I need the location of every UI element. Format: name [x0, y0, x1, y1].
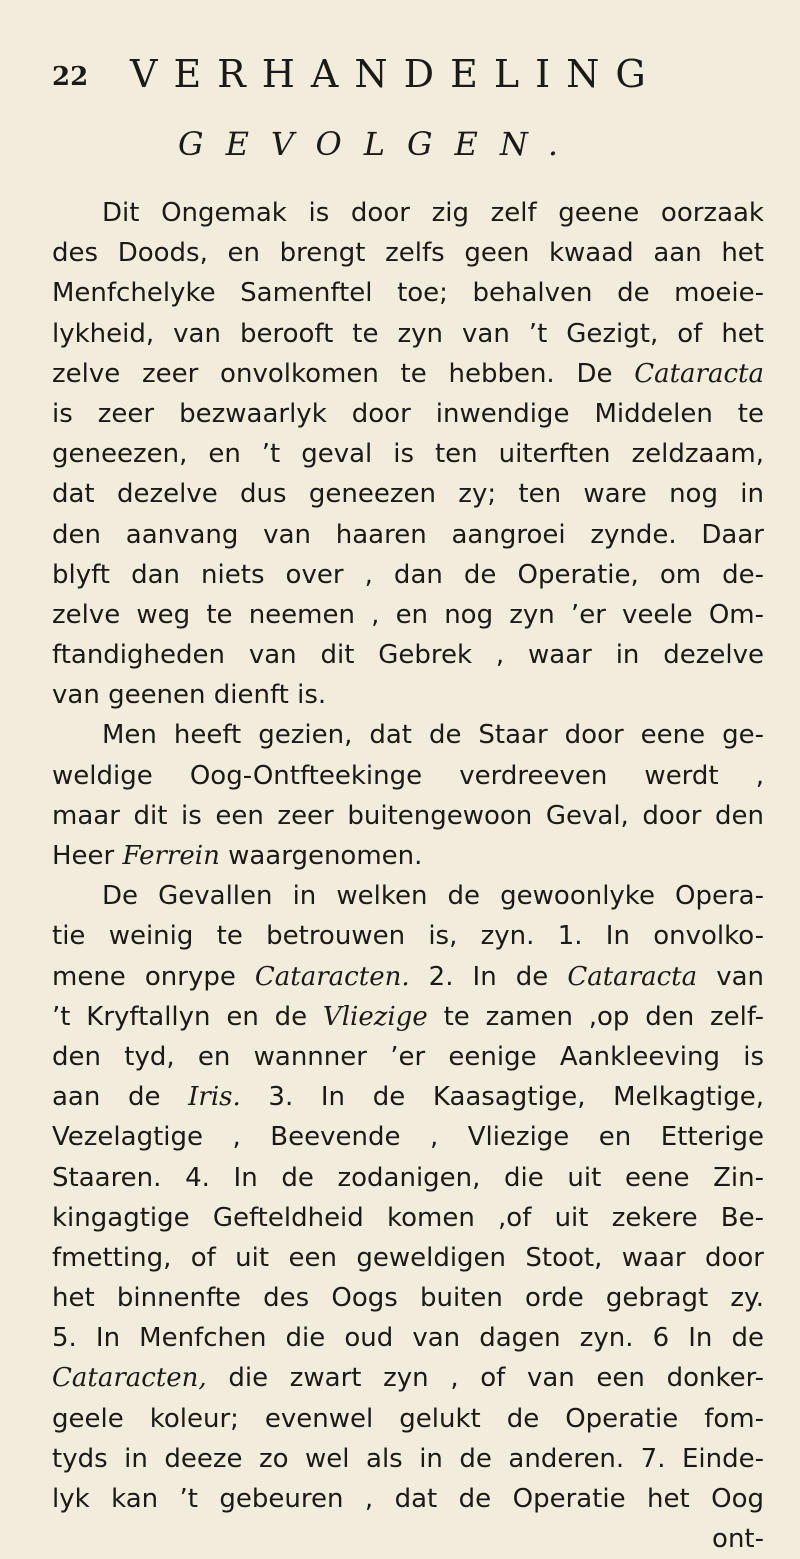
- text-run: zelve zeer onvolkomen te hebben. De: [52, 358, 635, 389]
- text-line: [52, 314, 764, 354]
- text-line: [52, 1198, 764, 1238]
- text-line: [52, 916, 764, 956]
- text-run: is zeer bezwaarlyk door inwendige Middelen te: [52, 398, 764, 429]
- text-line: [52, 957, 764, 997]
- text-run: 5. In Menfchen die oud van dagen zyn. 6 In de: [52, 1323, 764, 1354]
- page-number: 22: [52, 62, 89, 92]
- text-run: 3. In de Kaasagtige, Melkagtige,: [240, 1082, 764, 1113]
- text-run: ftandigheden van dit Gebrek , waar in dezelve: [52, 640, 764, 671]
- text-line: [52, 1358, 764, 1398]
- text-run: fmetting, of uit een geweldigen Stoot, waar door: [52, 1242, 764, 1273]
- text-run: tie weinig te betrouwen is, zyn. 1. In onvolko-: [52, 921, 764, 952]
- text-run: maar dit is een zeer buitengewoon Geval, door den: [52, 800, 764, 831]
- text-run: den tyd, en wannner ’er eenige Aankleeving is: [52, 1041, 764, 1072]
- text-line: [52, 997, 764, 1037]
- text-line: [52, 394, 764, 434]
- text-run: te zamen ,op den zelf-: [427, 1001, 764, 1032]
- text-run: tyds in deeze zo wel als in de anderen. 7. Einde-: [52, 1443, 764, 1474]
- text-line: [52, 595, 764, 635]
- text-line: [52, 233, 764, 273]
- text-line: [52, 1158, 764, 1198]
- text-run: geneezen, en ’t geval is ten uiterften zeldzaam,: [52, 439, 764, 470]
- text-run: den aanvang van haaren aangroei zynde. Daar: [52, 519, 764, 550]
- text-line: [52, 876, 764, 916]
- text-line: [52, 796, 764, 836]
- text-run: lykheid, van berooft te zyn van ’t Gezigt, of het: [52, 318, 764, 349]
- italic-term: Vliezige: [322, 1001, 428, 1032]
- text-run: dat dezelve dus geneezen zy; ten ware nog in: [52, 479, 764, 510]
- text-line: [52, 474, 764, 514]
- text-line: [52, 635, 764, 675]
- text-line: [52, 555, 764, 595]
- text-line: [52, 193, 764, 233]
- text-line: [52, 354, 764, 394]
- catchword: [52, 1519, 764, 1559]
- text-run: waargenomen.: [219, 841, 423, 871]
- text-run: van: [697, 961, 765, 992]
- italic-term: Iris.: [188, 1082, 241, 1113]
- text-run: Dit Ongemak is door zig zelf geene oorzaak: [102, 198, 764, 228]
- text-run: het binnenfte des Oogs buiten orde gebragt zy.: [52, 1283, 764, 1314]
- text-run: De Gevallen in welken de gewoonlyke Opera-: [102, 881, 764, 912]
- text-line: [52, 1077, 764, 1117]
- text-line: [52, 1037, 764, 1077]
- running-title: VERHANDELING: [130, 52, 662, 96]
- text-line: [52, 515, 764, 555]
- text-line: [52, 756, 764, 796]
- text-line: [52, 1238, 764, 1278]
- text-run: ’t Kryftallyn en de: [52, 1001, 323, 1032]
- text-line: [52, 1278, 764, 1318]
- text-run: Vezelagtige , Beevende , Vliezige en Etterige: [52, 1122, 764, 1153]
- italic-term: Cataracta: [634, 358, 764, 389]
- text-run: mene onrype: [52, 961, 255, 992]
- text-line: [52, 1318, 764, 1358]
- text-run: weldige Oog-Ontfteekinge verdreeven werdt ,: [52, 760, 764, 791]
- text-line: [52, 715, 764, 755]
- italic-term: Ferrein: [122, 841, 220, 871]
- section-heading: GEVOLGEN.: [178, 125, 580, 163]
- text-run: 2. In de: [409, 961, 568, 992]
- text-run: Heer: [52, 841, 123, 871]
- italic-term: Cataracten.: [254, 961, 410, 992]
- text-line: [52, 273, 764, 313]
- text-line: [52, 836, 764, 876]
- text-run: des Doods, en brengt zelfs geen kwaad aan het: [52, 238, 764, 269]
- text-run: lyk kan ’t gebeuren , dat de Operatie het Oog: [52, 1484, 764, 1514]
- running-head: [52, 52, 760, 100]
- text-line: [52, 434, 764, 474]
- text-line: [52, 675, 764, 715]
- text-line: [52, 1479, 764, 1519]
- italic-term: Cataracta: [567, 961, 698, 992]
- body-text: [52, 193, 764, 1559]
- text-run: geele koleur; evenwel gelukt de Operatie fom-: [52, 1403, 764, 1434]
- text-run: kingagtige Gefteldheid komen ,of uit zekere Be-: [52, 1202, 764, 1233]
- text-run: zelve weg te neemen , en nog zyn ’er veele Om-: [52, 599, 764, 630]
- text-run: Menfchelyke Samenftel toe; behalven de moeie-: [52, 278, 764, 309]
- text-run: aan de: [52, 1082, 189, 1113]
- text-line: [52, 1439, 764, 1479]
- text-run: van geenen dienft is.: [52, 680, 327, 711]
- text-run: Men heeft gezien, dat de Staar door eene ge-: [102, 720, 764, 751]
- text-run: die zwart zyn , of van een donker-: [206, 1363, 764, 1394]
- italic-term: Cataracten,: [52, 1363, 207, 1394]
- text-line: [52, 1117, 764, 1157]
- text-run: ont-: [712, 1524, 764, 1555]
- text-run: Staaren. 4. In de zodanigen, die uit eene Zin-: [52, 1162, 764, 1193]
- text-run: blyft dan niets over , dan de Operatie, om de-: [52, 559, 764, 590]
